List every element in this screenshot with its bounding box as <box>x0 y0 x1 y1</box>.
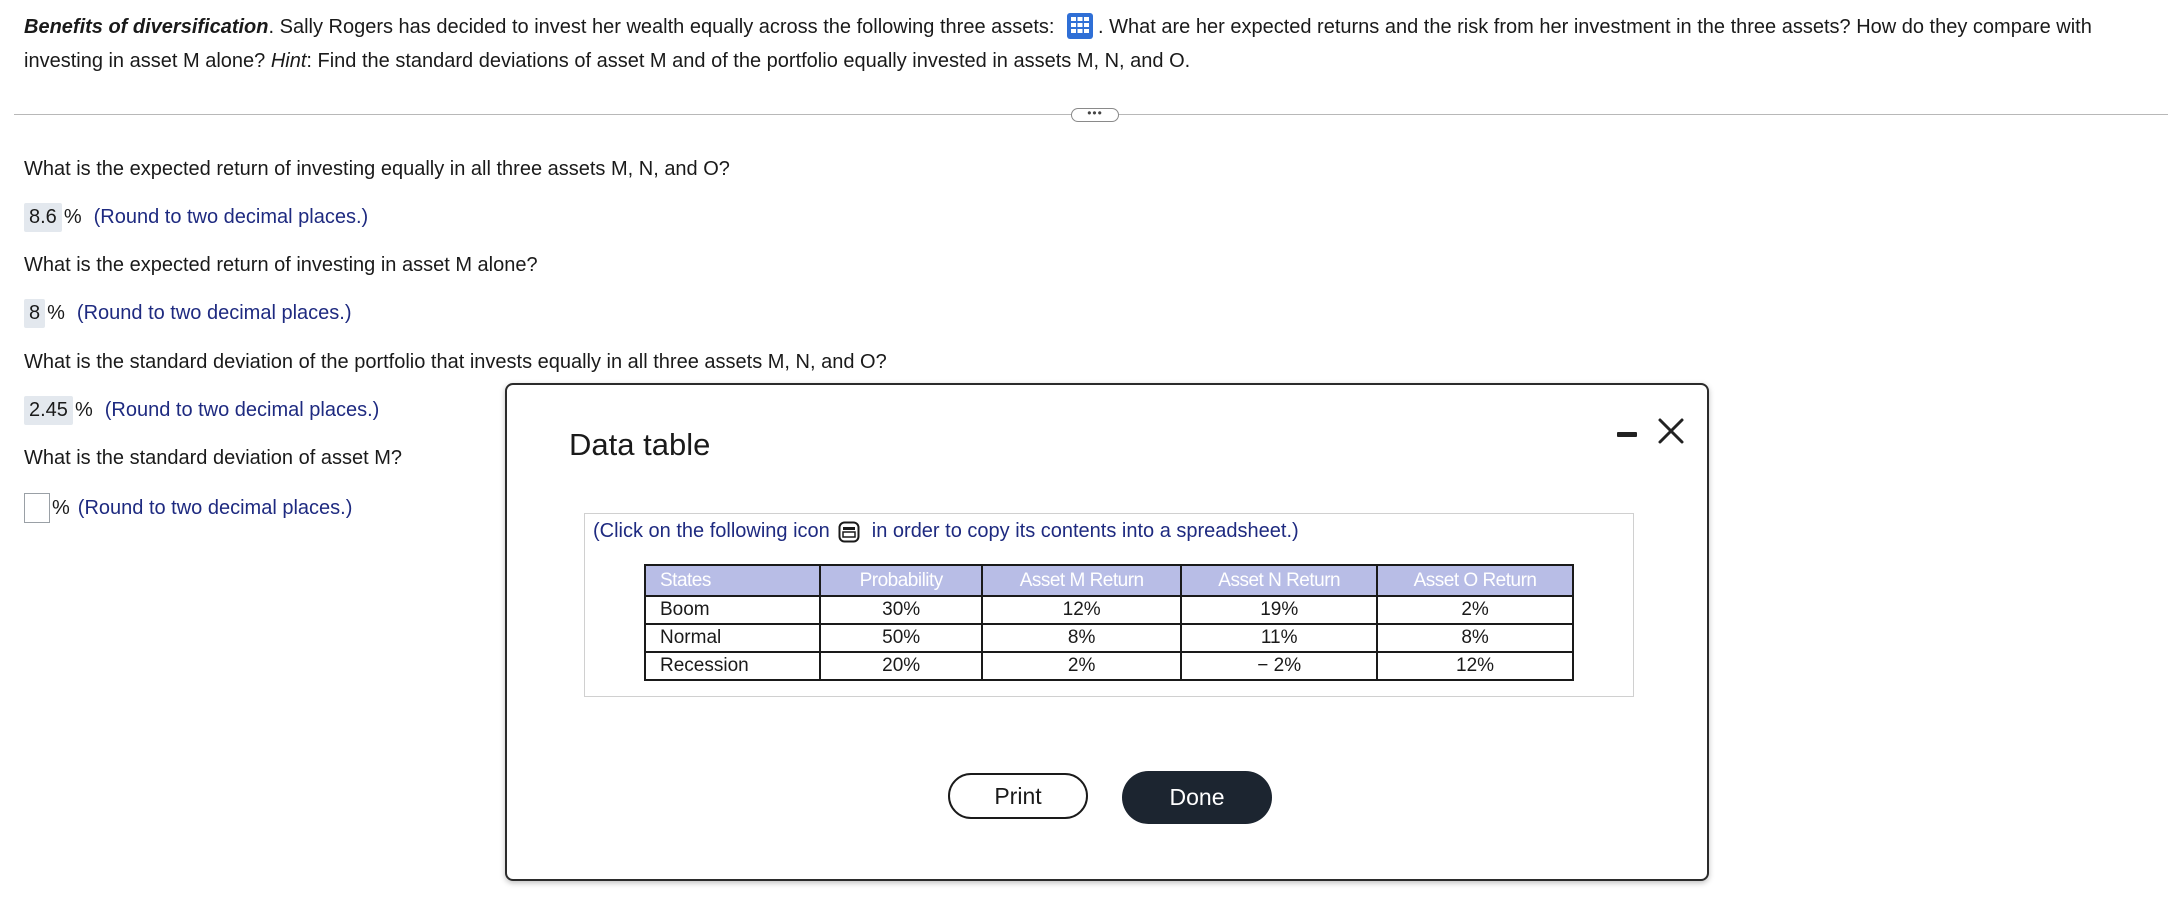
table-cell: 50% <box>820 624 982 652</box>
data-table-frame <box>584 513 1634 697</box>
table-row <box>645 652 1573 680</box>
answer-1-hint: (Round to two decimal places.) <box>93 206 369 228</box>
problem-title: Benefits of diversification <box>24 16 269 38</box>
answer-row-4 <box>24 493 352 523</box>
returns-table <box>644 564 1574 681</box>
table-cell: Normal <box>645 624 820 652</box>
minimize-icon[interactable] <box>1615 423 1639 443</box>
hint-text: : Find the standard deviations of asset M and of the portfolio equally invested in assets M, N, and O. <box>306 50 1191 72</box>
print-button[interactable]: Print <box>948 773 1088 819</box>
table-cell: Boom <box>645 596 820 624</box>
answer-2-unit: % <box>47 302 65 324</box>
table-cell: 8% <box>1377 624 1573 652</box>
table-cell: − 2% <box>1181 652 1377 680</box>
answer-row-2 <box>24 299 352 328</box>
answer-4-input[interactable] <box>24 493 50 523</box>
header-asset-n: Asset N Return <box>1181 565 1377 596</box>
answer-1-unit: % <box>63 206 82 228</box>
question-3: What is the standard deviation of the portfolio that invests equally in all three assets M, N, and O? <box>24 351 887 373</box>
modal-title: Data table <box>569 427 711 462</box>
answer-4-unit: % <box>52 496 70 519</box>
table-cell: Recession <box>645 652 820 680</box>
data-table-modal <box>505 383 1709 881</box>
table-cell: 11% <box>1181 624 1377 652</box>
table-header-row <box>645 565 1573 596</box>
answer-row-3 <box>24 396 379 425</box>
hint-label: Hint <box>270 50 307 72</box>
answer-1-value[interactable]: 8.6 <box>24 203 62 232</box>
header-asset-o: Asset O Return <box>1377 565 1573 596</box>
question-2: What is the expected return of investing in asset M alone? <box>24 254 538 276</box>
answer-3-unit: % <box>74 399 93 421</box>
problem-text-2: . What are her expected returns and the risk from her investment in the three assets? How do they compare with investing in asset M alone? <box>24 16 2092 72</box>
table-row <box>645 596 1573 624</box>
answer-2-hint: (Round to two decimal places.) <box>76 302 352 324</box>
question-1: What is the expected return of investing equally in all three assets M, N, and O? <box>24 158 730 180</box>
problem-text-1: . Sally Rogers has decided to invest her wealth equally across the following three assets: <box>268 16 1055 38</box>
answer-2-value[interactable]: 8 <box>24 299 45 328</box>
table-cell: 30% <box>820 596 982 624</box>
copy-hint-after: in order to copy its contents into a spreadsheet.) <box>871 520 1299 542</box>
answer-3-hint: (Round to two decimal places.) <box>104 399 380 421</box>
copy-hint-before: (Click on the following icon <box>593 520 830 542</box>
table-cell: 12% <box>982 596 1181 624</box>
header-asset-m: Asset M Return <box>982 565 1181 596</box>
table-cell: 19% <box>1181 596 1377 624</box>
header-states: States <box>645 565 820 596</box>
copy-to-spreadsheet-icon[interactable] <box>838 521 860 543</box>
data-table-grid-icon[interactable] <box>1066 12 1094 40</box>
answer-4-hint: (Round to two decimal places.) <box>77 496 353 519</box>
close-icon[interactable] <box>1655 415 1687 447</box>
problem-statement <box>24 10 2164 78</box>
table-cell: 2% <box>982 652 1181 680</box>
table-cell: 20% <box>820 652 982 680</box>
done-button[interactable]: Done <box>1122 771 1272 824</box>
expand-toggle-button[interactable]: ••• <box>1071 108 1119 122</box>
answer-3-value[interactable]: 2.45 <box>24 396 73 425</box>
table-row <box>645 624 1573 652</box>
table-cell: 12% <box>1377 652 1573 680</box>
question-4: What is the standard deviation of asset M? <box>24 447 402 469</box>
table-cell: 2% <box>1377 596 1573 624</box>
answer-row-1 <box>24 203 368 232</box>
table-cell: 8% <box>982 624 1181 652</box>
header-probability: Probability <box>820 565 982 596</box>
copy-hint <box>593 520 1299 543</box>
